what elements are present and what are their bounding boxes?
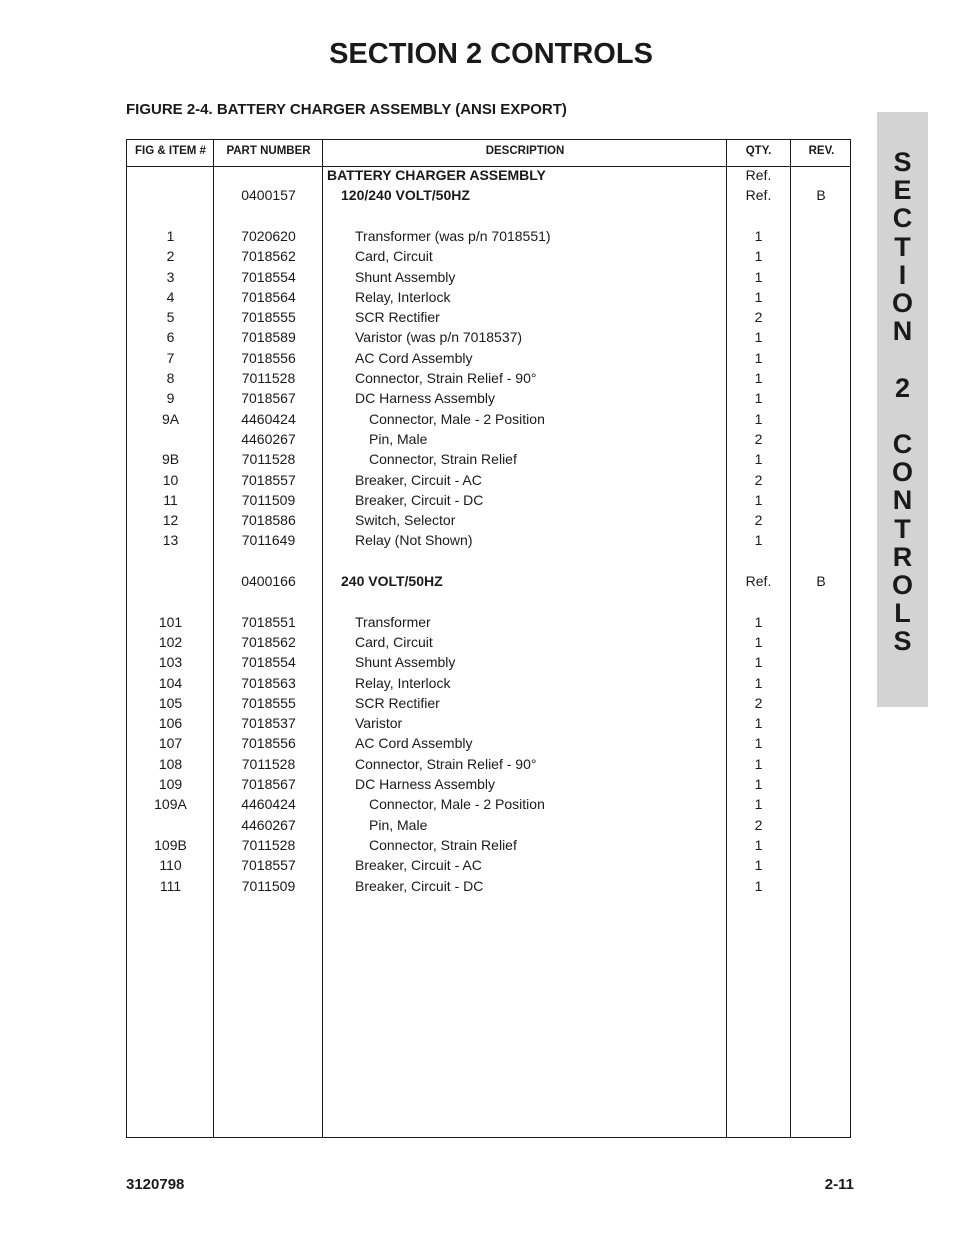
cell-part-number: 7018555: [241, 309, 296, 326]
cell-item-number: 6: [166, 329, 175, 346]
cell-part-number: 7018557: [241, 857, 296, 874]
section-side-tab: [877, 112, 928, 707]
section-title: SECTION 2 CONTROLS: [329, 38, 653, 70]
cell-part-number: 7011528: [241, 370, 296, 386]
cell-item-number: 107: [158, 735, 183, 752]
cell-part-number: 7018567: [241, 776, 296, 792]
table-row: [127, 774, 850, 794]
cell-part-number: 4460267: [241, 430, 296, 447]
page-number: 2-11: [824, 1176, 854, 1193]
side-tab-letter: O: [891, 570, 913, 600]
cell-description: Connector, Strain Relief - 90°: [355, 370, 537, 386]
cell-part-number: 7018537: [241, 715, 296, 732]
cell-item-number: 1: [166, 227, 175, 244]
cell-quantity: 1: [754, 248, 763, 265]
cell-part-number: 7018563: [241, 674, 296, 691]
cell-description: Relay, Interlock: [355, 288, 451, 305]
cell-description: BATTERY CHARGER ASSEMBLY: [327, 167, 546, 183]
cell-item-number: 9A: [161, 410, 180, 427]
cell-description: AC Cord Assembly: [355, 735, 473, 752]
cell-description: Connector, Strain Relief - 90°: [355, 755, 537, 772]
table-row: [127, 409, 850, 429]
side-tab-letter: L: [894, 598, 911, 629]
table-row: [127, 530, 850, 550]
cell-revision: B: [816, 573, 826, 589]
document-number: 3120798: [126, 1176, 185, 1193]
parts-table: [126, 139, 851, 1138]
cell-quantity: 1: [754, 410, 763, 427]
table-row: [127, 835, 850, 855]
cell-description: Shunt Assembly: [355, 268, 456, 285]
cell-part-number: 7018564: [241, 288, 296, 305]
table-row: [127, 794, 850, 814]
cell-description: Varistor: [355, 715, 403, 732]
cell-quantity: 2: [754, 694, 763, 711]
side-tab-letter: E: [893, 175, 912, 206]
cell-item-number: 108: [158, 755, 183, 772]
cell-part-number: 7020620: [241, 227, 296, 244]
table-row: [127, 165, 850, 185]
cell-item-number: 10: [162, 471, 179, 488]
cell-part-number: 7018555: [241, 694, 296, 711]
cell-description: Card, Circuit: [355, 633, 433, 650]
cell-quantity: 1: [754, 857, 763, 874]
side-tab-letter: C: [892, 429, 913, 459]
cell-quantity: 1: [754, 451, 763, 468]
table-row: [127, 510, 850, 530]
side-tab-letter: S: [893, 147, 912, 177]
side-tab-letter: T: [894, 513, 911, 544]
cell-description: Breaker, Circuit - AC: [355, 857, 482, 874]
cell-part-number: 0400157: [241, 187, 296, 204]
cell-quantity: Ref.: [745, 167, 772, 183]
cell-item-number: 102: [158, 633, 183, 650]
cell-description: SCR Rectifier: [355, 309, 440, 326]
cell-description: Transformer: [355, 613, 431, 630]
figure-title: FIGURE 2-4. BATTERY CHARGER ASSEMBLY (ANSI EXPORT): [126, 101, 567, 118]
cell-part-number: 7018567: [241, 390, 296, 407]
cell-part-number: 7018551: [241, 613, 296, 630]
table-row: [127, 307, 850, 327]
side-tab-letter: I: [898, 259, 907, 290]
side-tab-letter: 2: [894, 372, 911, 403]
cell-description: Breaker, Circuit - AC: [355, 471, 482, 488]
cell-quantity: 1: [754, 633, 763, 650]
cell-description: Connector, Male - 2 Position: [369, 410, 545, 427]
cell-item-number: 12: [162, 512, 179, 529]
cell-item-number: 9: [166, 390, 175, 407]
table-row: [127, 632, 850, 652]
blank-row: [127, 206, 850, 226]
cell-item-number: 110: [159, 857, 182, 874]
cell-item-number: 101: [158, 613, 183, 630]
cell-quantity: 1: [754, 532, 763, 549]
cell-part-number: 7011528: [241, 755, 296, 772]
cell-part-number: 7018589: [241, 329, 296, 346]
cell-description: DC Harness Assembly: [355, 390, 496, 407]
cell-description: Relay (Not Shown): [355, 532, 473, 549]
cell-item-number: 104: [158, 674, 183, 691]
table-row: [127, 855, 850, 875]
cell-item-number: 5: [166, 309, 175, 326]
cell-description: Relay, Interlock: [355, 674, 451, 691]
cell-item-number: 109A: [154, 796, 187, 813]
cell-description: Card, Circuit: [355, 248, 433, 265]
cell-item-number: 111: [159, 877, 182, 894]
header-part-number: PART NUMBER: [226, 145, 311, 157]
cell-item-number: 109B: [154, 836, 187, 853]
table-row: [127, 185, 850, 205]
table-row: [127, 348, 850, 368]
cell-part-number: 7011509: [241, 491, 296, 508]
table-row: [127, 652, 850, 672]
cell-description: Breaker, Circuit - DC: [355, 877, 484, 894]
cell-description: Shunt Assembly: [355, 654, 456, 671]
cell-part-number: 7011649: [241, 532, 296, 549]
side-tab-letter: R: [892, 541, 913, 572]
cell-description: 240 VOLT/50HZ: [341, 573, 443, 589]
cell-item-number: 11: [163, 491, 178, 508]
cell-quantity: 2: [754, 309, 763, 326]
cell-quantity: 1: [754, 776, 763, 792]
side-tab-letter: N: [892, 485, 913, 516]
cell-quantity: 1: [754, 796, 763, 813]
cell-quantity: 1: [754, 370, 763, 386]
cell-item-number: 3: [166, 268, 175, 285]
table-row: [127, 429, 850, 449]
table-row: [127, 754, 850, 774]
side-tab-letter: S: [893, 626, 912, 657]
cell-part-number: 7018556: [241, 349, 296, 366]
cell-quantity: 1: [754, 288, 763, 305]
cell-quantity: 2: [754, 430, 763, 447]
table-row: [127, 246, 850, 266]
cell-description: DC Harness Assembly: [355, 776, 496, 792]
table-row: [127, 287, 850, 307]
cell-description: Connector, Male - 2 Position: [369, 796, 545, 813]
table-row: [127, 449, 850, 469]
cell-quantity: 1: [754, 755, 763, 772]
cell-part-number: 7018556: [241, 735, 296, 752]
side-tab-letter: O: [891, 288, 913, 318]
cell-part-number: 7018554: [241, 654, 296, 671]
cell-quantity: 1: [754, 613, 763, 630]
cell-item-number: 105: [158, 694, 183, 711]
cell-description: Switch, Selector: [355, 512, 456, 529]
side-tab-letter: N: [892, 316, 913, 347]
cell-quantity: 1: [754, 715, 763, 732]
cell-item-number: 13: [162, 532, 179, 549]
blank-row: [127, 551, 850, 571]
cell-item-number: 103: [158, 654, 183, 671]
side-tab-letter: T: [894, 231, 911, 262]
cell-item-number: 8: [166, 370, 175, 386]
cell-description: Transformer (was p/n 7018551): [355, 227, 551, 244]
cell-description: Varistor (was p/n 7018537): [355, 329, 523, 346]
table-row: [127, 571, 850, 591]
cell-quantity: Ref.: [745, 573, 772, 589]
table-row: [127, 267, 850, 287]
cell-description: 120/240 VOLT/50HZ: [341, 187, 470, 204]
cell-quantity: 1: [754, 877, 763, 894]
cell-quantity: 1: [754, 674, 763, 691]
cell-description: Breaker, Circuit - DC: [355, 491, 484, 508]
cell-description: SCR Rectifier: [355, 694, 440, 711]
cell-quantity: 1: [754, 491, 763, 508]
cell-part-number: 7018554: [241, 268, 296, 285]
cell-part-number: 7018557: [241, 471, 296, 488]
blank-row: [127, 591, 850, 611]
cell-description: Pin, Male: [369, 816, 428, 833]
table-row: [127, 733, 850, 753]
table-row: [127, 226, 850, 246]
cell-quantity: 2: [754, 816, 763, 833]
cell-part-number: 7018562: [241, 633, 296, 650]
cell-quantity: 1: [754, 349, 763, 366]
cell-item-number: 9B: [161, 451, 180, 468]
cell-quantity: 2: [754, 512, 763, 529]
cell-quantity: 1: [754, 836, 763, 853]
cell-part-number: 4460424: [241, 796, 296, 813]
cell-revision: B: [816, 187, 826, 204]
cell-part-number: 0400166: [241, 573, 296, 589]
cell-quantity: 1: [754, 390, 763, 407]
header-fig-item: FIG & ITEM #: [135, 145, 206, 157]
cell-description: Connector, Strain Relief: [369, 836, 517, 853]
cell-quantity: 1: [754, 329, 763, 346]
cell-item-number: 109: [158, 776, 183, 792]
side-tab-letter: O: [891, 457, 913, 488]
table-row: [127, 876, 850, 896]
header-qty: QTY.: [745, 145, 772, 157]
cell-item-number: 106: [158, 715, 183, 732]
cell-description: Connector, Strain Relief: [369, 451, 517, 468]
side-tab-letter: C: [892, 203, 913, 234]
cell-part-number: 7011528: [241, 836, 296, 853]
cell-quantity: Ref.: [745, 187, 772, 204]
cell-quantity: 1: [754, 735, 763, 752]
cell-description: AC Cord Assembly: [355, 349, 473, 366]
table-row: [127, 673, 850, 693]
cell-quantity: 2: [754, 471, 763, 488]
cell-quantity: 1: [754, 654, 763, 671]
cell-item-number: 2: [166, 248, 175, 265]
table-row: [127, 693, 850, 713]
cell-item-number: 4: [166, 288, 175, 305]
cell-quantity: 1: [754, 268, 763, 285]
cell-part-number: 7018586: [241, 512, 296, 529]
table-row: [127, 470, 850, 490]
table-row: [127, 490, 850, 510]
cell-part-number: 7011528: [241, 451, 296, 468]
table-row: [127, 713, 850, 733]
header-rev: REV.: [808, 145, 835, 157]
table-row: [127, 815, 850, 835]
cell-part-number: 7011509: [241, 877, 296, 894]
table-row: [127, 612, 850, 632]
header-description: DESCRIPTION: [485, 145, 565, 157]
table-row: [127, 368, 850, 388]
table-row: [127, 327, 850, 347]
cell-item-number: 7: [166, 349, 175, 366]
cell-part-number: 4460424: [241, 410, 296, 427]
cell-description: Pin, Male: [369, 430, 428, 447]
cell-part-number: 7018562: [241, 248, 296, 265]
table-row: [127, 388, 850, 408]
cell-quantity: 1: [754, 227, 763, 244]
cell-part-number: 4460267: [241, 816, 296, 833]
